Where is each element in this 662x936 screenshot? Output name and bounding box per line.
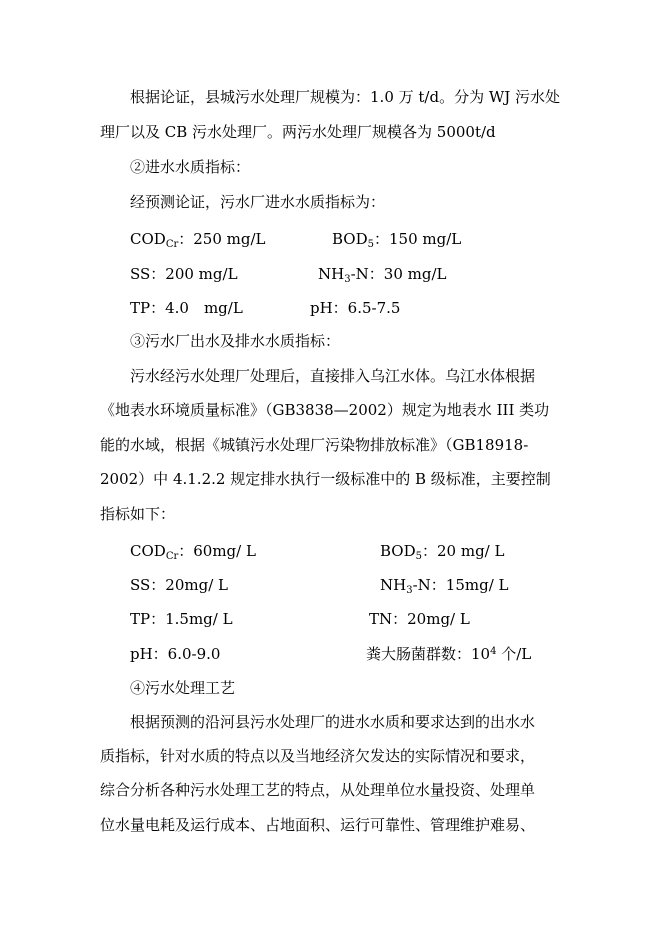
section4-heading: ④污水处理工艺	[130, 679, 236, 697]
section3-line1: 污水经污水处理厂处理后，直接排入乌江水体。乌江水体根据	[130, 367, 536, 385]
section3-heading: ③污水厂出水及排水水质指标：	[130, 332, 341, 350]
influent-nh3: $NH_3-N$：30 mg/L	[318, 265, 447, 285]
effluent-coliform: 粪大肠菌群数：$10^4$ 个/L	[366, 645, 532, 663]
paragraph1-line2: 理厂以及 CB 污水处理厂。两污水处理厂规模各为 5000t/d	[100, 123, 496, 141]
section3-line4: 2002）中 4.1.2.2 规定排水执行一级标准中的 B 级标准，主要控制	[100, 470, 551, 488]
effluent-nh3: $NH_3-N$：15mg/ L	[380, 576, 509, 596]
effluent-cod: $COD_{Cr}$：60mg/ L	[130, 542, 256, 562]
section3-line2: 《地表水环境质量标准》（GB3838—2002）规定为地表水 III 类功	[100, 401, 550, 419]
influent-ph: pH：6.5-7.5	[310, 299, 401, 317]
effluent-tn: TN：20mg/ L	[369, 610, 470, 628]
effluent-bod: $BOD_5$：20 mg/ L	[380, 542, 505, 562]
effluent-tp: TP：1.5mg/ L	[130, 610, 233, 628]
influent-bod: $BOD_5$：150 mg/L	[332, 230, 462, 250]
influent-tp: TP：4.0 mg/L	[130, 299, 243, 317]
influent-ss: SS：200 mg/L	[130, 265, 238, 283]
influent-cod: $COD_{Cr}$：250 mg/L	[130, 230, 266, 250]
section4-line1: 根据预测的沿河县污水处理厂的进水水质和要求达到的出水水	[130, 713, 536, 731]
section2-heading: ②进水水质指标：	[130, 158, 251, 176]
section4-line2: 质指标，针对水质的特点以及当地经济欠发达的实际情况和要求，	[100, 747, 536, 765]
section2-intro: 经预测论证，污水厂进水水质指标为：	[130, 193, 386, 211]
effluent-ph: pH：6.0-9.0	[130, 645, 221, 663]
section3-line5: 指标如下：	[100, 505, 176, 523]
section4-line4: 位水量电耗及运行成本、占地面积、运行可靠性、管理维护难易、	[100, 816, 536, 834]
section3-line3: 能的水域，根据《城镇污水处理厂污染物排放标准》（GB18918-	[100, 436, 529, 454]
effluent-ss: SS：20mg/ L	[130, 576, 228, 594]
section4-line3: 综合分析各种污水处理工艺的特点，从处理单位水量投资、处理单	[100, 781, 536, 799]
paragraph1-line1: 根据论证，县城污水处理厂规模为：1.0 万 t/d。分为 WJ 污水处	[130, 88, 561, 106]
